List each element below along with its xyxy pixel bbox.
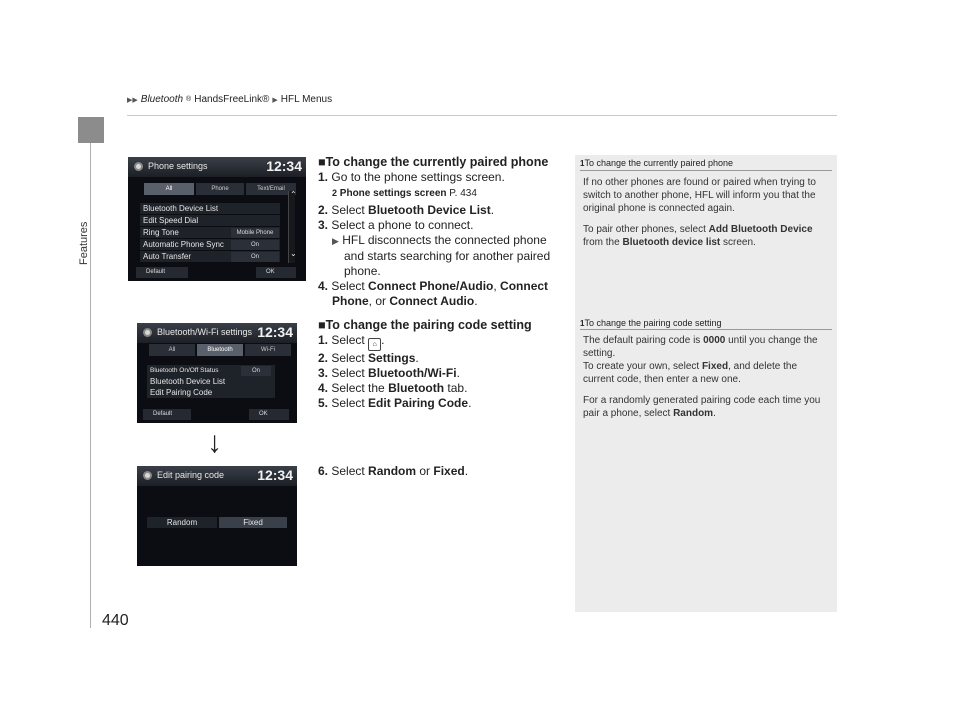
bluetooth-status-value: On: [241, 366, 271, 376]
bluetooth-wifi-settings-screen: [137, 323, 297, 423]
phone-settings-screen: [128, 157, 306, 281]
step-4: 4. Select Connect Phone/Audio, Connect: [318, 279, 549, 293]
step-1: 1. Select ⌂ .: [318, 333, 568, 351]
tab-all[interactable]: All: [144, 183, 194, 195]
menu-row-bluetooth-device-list[interactable]: Bluetooth Device List: [147, 376, 275, 387]
step-4: 4. Select the Bluetooth tab.: [318, 381, 468, 395]
screen-tabs: [149, 344, 291, 356]
note-body: If no other phones are found or paired when trying to switch to another phone, HFL will inform you that the original phone is connected again. To pair other phones, select Add Bluetooth Device from the Bluetooth device list screen.: [583, 177, 816, 248]
step-1: 1. Go to the phone settings screen.: [318, 170, 505, 184]
sidebar-tab: [78, 117, 104, 143]
result-arrow-icon: ▶: [332, 236, 339, 246]
reference-link[interactable]: 2 Phone settings screen P. 434: [332, 188, 477, 199]
menu-row-auto-transfer[interactable]: Auto Transfer: [140, 251, 280, 262]
tab-phone[interactable]: Phone: [196, 183, 244, 195]
note-rule: [580, 170, 832, 171]
section-change-paired-phone: [318, 155, 568, 309]
random-button[interactable]: Random: [147, 517, 217, 528]
section-heading: ■To change the currently paired phone: [318, 155, 549, 169]
ring-tone-value: Mobile Phone: [231, 228, 279, 238]
clock: 12:34: [257, 324, 293, 340]
note-title: 1To change the currently paired phone: [580, 158, 734, 168]
default-button[interactable]: Default: [136, 267, 188, 278]
note-rule: [580, 329, 832, 330]
section-change-pairing-code: [318, 318, 568, 411]
down-arrow-icon: ↓: [207, 426, 222, 459]
note-body: The default pairing code is 0000 until you change the setting. To create your own, select Fixed, and delete the current code, then enter a new one. For a randomly generated pairing code each time you pair a phone, select Random.: [583, 335, 821, 419]
step-2: 2. Select Bluetooth Device List.: [318, 203, 495, 217]
clock: 12:34: [266, 158, 302, 174]
step-6: 6. Select Random or Fixed.: [318, 464, 469, 478]
registered-mark: ®: [186, 96, 192, 103]
step-5: 5. Select Edit Pairing Code.: [318, 396, 472, 410]
step-3-result-line2: and starts searching for another paired: [344, 249, 551, 263]
step-4-line2: Phone, or Connect Audio.: [332, 294, 478, 308]
scroll-down-icon[interactable]: ⌄: [290, 249, 297, 258]
section-heading: ■To change the pairing code setting: [318, 318, 532, 332]
breadcrumb-menus: HFL Menus: [280, 94, 333, 105]
auto-sync-value: On: [231, 240, 279, 250]
home-icon: ⌂: [368, 338, 381, 351]
menu-row-edit-pairing-code[interactable]: Edit Pairing Code: [147, 387, 275, 398]
menu-row-automatic-phone-sync[interactable]: Automatic Phone Sync: [140, 239, 280, 250]
menu-row-edit-speed-dial[interactable]: Edit Speed Dial: [140, 215, 280, 226]
screen-title: Phone settings: [148, 161, 208, 171]
note-title: 1To change the pairing code setting: [580, 318, 722, 328]
tab-bluetooth[interactable]: Bluetooth: [197, 344, 243, 356]
breadcrumb: [127, 94, 332, 105]
settings-gear-icon: [134, 162, 143, 171]
ok-button[interactable]: OK: [249, 409, 289, 420]
menu-row-bluetooth-status[interactable]: Bluetooth On/Off Status: [147, 365, 275, 376]
step-3-result-line3: phone.: [344, 264, 381, 278]
screen-title: Edit pairing code: [157, 470, 225, 480]
fixed-button[interactable]: Fixed: [219, 517, 287, 528]
step-2: 2. Select Settings.: [318, 351, 419, 365]
step-3-result: ▶ HFL disconnects the connected phone: [332, 233, 547, 247]
tab-wifi[interactable]: Wi-Fi: [245, 344, 291, 356]
screen-tabs: [144, 183, 296, 195]
sidebar-label: Features: [78, 221, 90, 265]
breadcrumb-arrow-icon: ▶▶: [127, 96, 138, 104]
step-3: 3. Select Bluetooth/Wi-Fi.: [318, 366, 460, 380]
edit-pairing-code-screen: [137, 466, 297, 566]
clock: 12:34: [257, 467, 293, 483]
menu-row-bluetooth-device-list[interactable]: Bluetooth Device List: [140, 203, 280, 214]
settings-gear-icon: [143, 328, 152, 337]
breadcrumb-bluetooth: Bluetooth: [140, 94, 184, 105]
breadcrumb-hfl: HandsFreeLink®: [194, 94, 270, 105]
page-number: 440: [102, 612, 129, 629]
header-rule: [127, 115, 837, 116]
step-3: 3. Select a phone to connect.: [318, 218, 474, 232]
ok-button[interactable]: OK: [256, 267, 296, 278]
screen-title: Bluetooth/Wi-Fi settings: [157, 327, 253, 337]
breadcrumb-arrow-icon: ▶: [272, 96, 278, 104]
tab-all[interactable]: All: [149, 344, 195, 356]
tab-text-email[interactable]: Text/Email: [246, 183, 296, 195]
default-button[interactable]: Default: [143, 409, 191, 420]
scroll-up-icon[interactable]: ⌃: [290, 190, 297, 199]
menu-row-ring-tone[interactable]: Ring Tone: [140, 227, 280, 238]
settings-gear-icon: [143, 471, 152, 480]
auto-transfer-value: On: [231, 252, 279, 262]
